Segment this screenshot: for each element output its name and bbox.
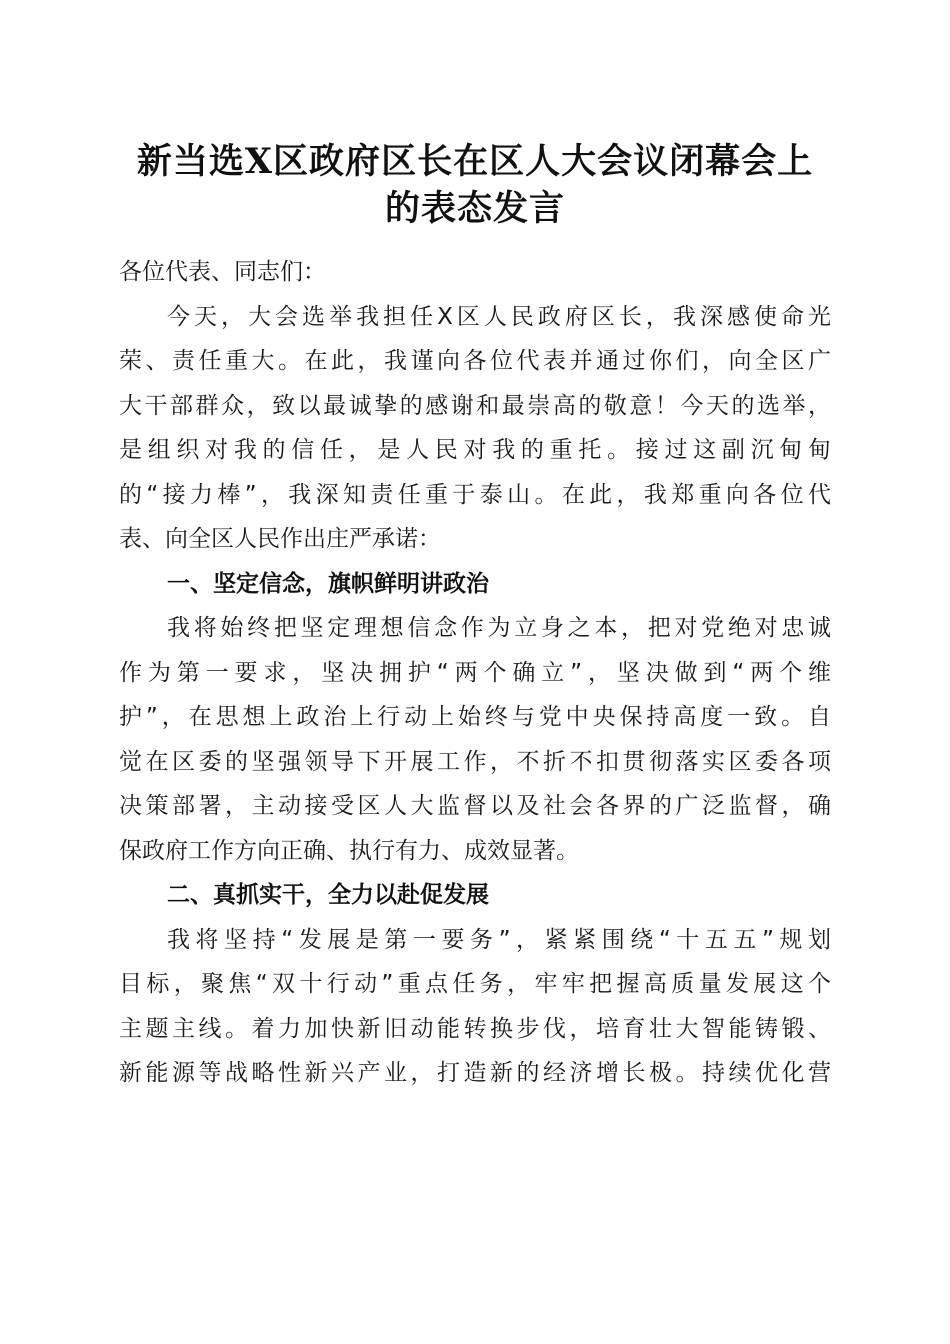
paragraph-line: 今天，大会选举我担任X区人民政府区长，我深感使命光 [167,303,831,330]
paragraph-line: 觉在区委的坚强领导下开展工作，不折不扣贯彻落实区委各项 [119,748,831,775]
paragraph-line: 我将坚持“发展是第一要务”，紧紧围绕“十五五”规划 [167,926,831,953]
document-title-line-1: 新当选X区政府区长在区人大会议闭幕会上 [136,141,814,182]
paragraph-line: 保政府工作方向正确、执行有力、成效显著。 [119,837,579,864]
salutation: 各位代表、同志们： [119,259,326,285]
paragraph-line: 护”，在思想上政治上行动上始终与党中央保持高度一致。自 [119,704,831,730]
paragraph-line: 是组织对我的信任，是人民对我的重托。接过这副沉甸甸 [119,437,831,463]
section-heading: 一、坚定信念，旗帜鲜明讲政治 [167,570,489,597]
paragraph-line: 大干部群众，致以最诚挚的感谢和最崇高的敬意！今天的选举， [119,392,831,419]
paragraph-line: 表、向全区人民作出庄严承诺： [119,526,441,552]
paragraph-line: 的“接力棒”，我深知责任重于泰山。在此，我郑重向各位代 [119,481,831,508]
paragraph-line: 决策部署，主动接受区人大监督以及社会各界的广泛监督，确 [119,793,831,819]
body-lines [119,295,831,1096]
document-body [119,250,831,1096]
paragraph-line: 主题主线。着力加快新旧动能转换步伐，培育壮大智能铸锻、 [119,1015,831,1042]
paragraph-line: 作为第一要求，坚决拥护“两个确立”，坚决做到“两个维 [119,659,831,686]
paragraph-line: 我将始终把坚定理想信念作为立身之本，把对党绝对忠诚 [167,615,831,641]
paragraph-line: 新能源等战略性新兴产业，打造新的经济增长极。持续优化营 [119,1060,831,1086]
section-heading: 二、真抓实干，全力以赴促发展 [167,882,489,908]
paragraph-line: 目标，聚焦“双十行动”重点任务，牢牢把握高质量发展这个 [119,971,831,997]
document-title-line-2: 的表态发言 [384,188,565,229]
paragraph-line: 荣、责任重大。在此，我谨向各位代表并通过你们，向全区广 [119,348,831,374]
